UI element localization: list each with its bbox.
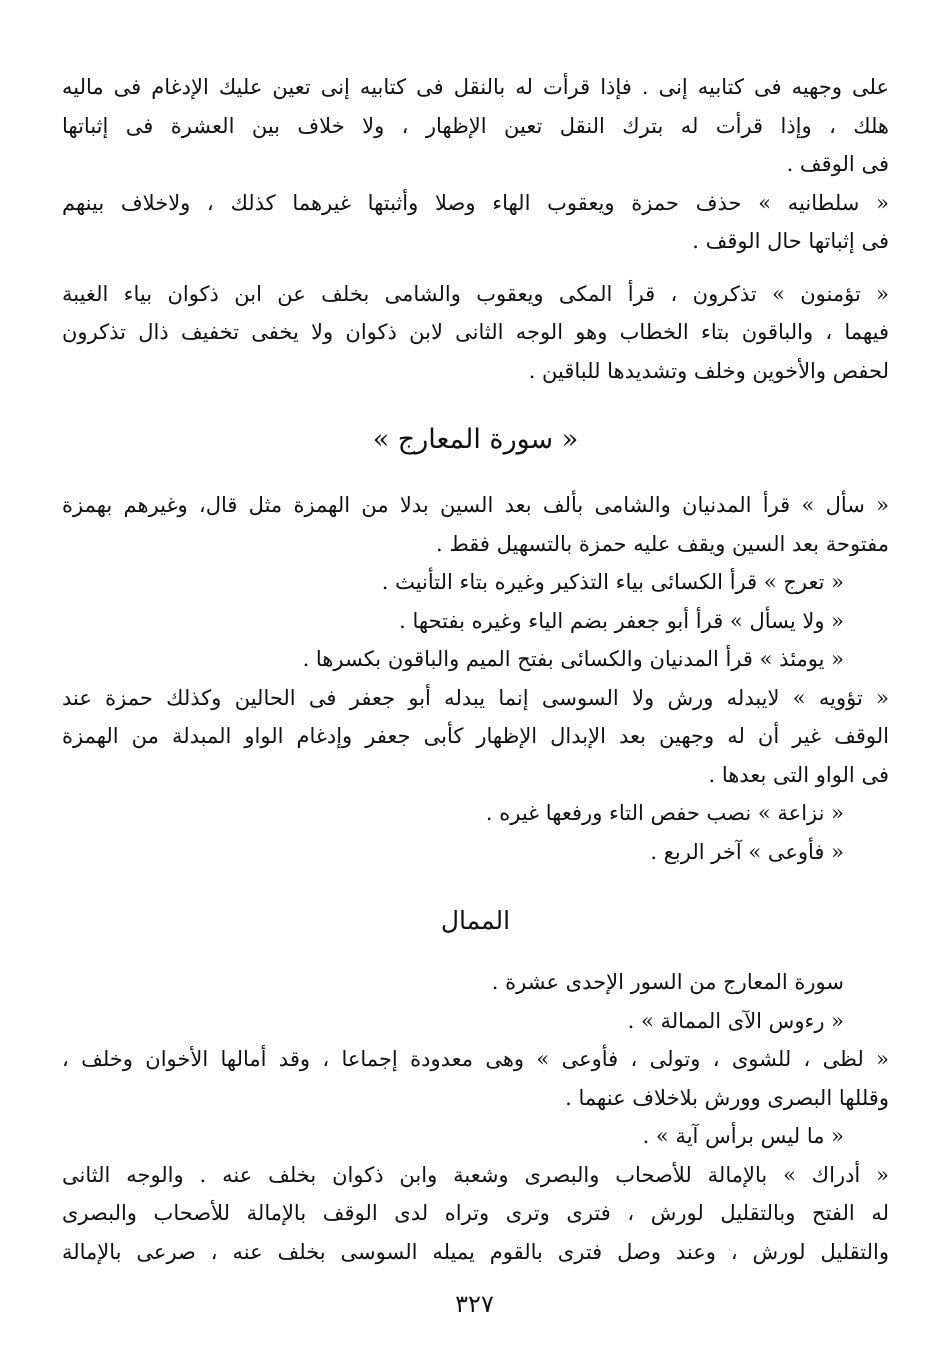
text-line: على وجهيه فى كتابيه إنى . فإذا قرأت له بالنقل فى كتابيه إنى تعين عليك الإدغام فى ماليه bbox=[62, 75, 889, 99]
text-line: هلك ، وإذا قرأت له بترك النقل تعين الإظهار ، ولا خلاف بين العشرة فى إثباتها bbox=[62, 113, 889, 138]
surah-title: « سورة المعارج » bbox=[372, 424, 579, 455]
paragraph-tuminun bbox=[62, 275, 889, 391]
entry-yasal: « ولا يسأل » قرأ أبو جعفر بضم الياء وغيره بفتحها . bbox=[399, 608, 844, 633]
entry-yawmaidh: « يومئذ » قرأ المدنيان والكسائى بفتح الميم والباقون بكسرها . bbox=[302, 647, 844, 671]
text-line: « سلطانيه » حذف حمزة ويعقوب الهاء وصلا وأثبتها غيرهما كذلك ، ولاخلاف بينهم bbox=[62, 190, 889, 215]
text-line: له الفتح وبالتقليل لورش ، فترى وترى وتراه لدى الوقف بالإمالة للأصحاب والبصرى bbox=[62, 1201, 889, 1225]
text-line: « سأل » قرأ المدنيان والشامى بألف بعد السين بدلا من الهمزة مثل قال، وغيرهم بهمزة bbox=[62, 493, 889, 517]
text-line: فيهما ، والباقون بتاء الخطاب وهو الوجه الثانى لابن ذكوان ولا يخفى تخفيف ذال تذكرون bbox=[62, 320, 889, 344]
section-title: الممال bbox=[440, 906, 511, 935]
text-line: فى الوقف . bbox=[786, 152, 889, 176]
text-line: « تؤمنون » تذكرون ، قرأ المكى ويعقوب والشامى بخلف عن ابن ذكوان بياء الغيبة bbox=[62, 281, 889, 306]
text-line: « تؤويه » لايبدله ورش ولا السوسى إنما يبدله أبو جعفر فى الحالين وكذلك حمزة عند bbox=[62, 685, 889, 710]
text-line: فى إثباتها حال الوقف . bbox=[692, 229, 889, 253]
entry-ruus: « رءوس الآى الممالة » . bbox=[627, 1008, 844, 1033]
entry-faawaa: « فأوعى » آخر الربع . bbox=[650, 839, 844, 864]
text-line: « أدراك » بالإمالة للأصحاب والبصرى وشعبة وابن ذكوان بخلف عنه . والوجه الثانى bbox=[62, 1162, 889, 1187]
entry-taruj: « تعرج » قرأ الكسائى بياء التذكير وغيره بتاء التأنيث . bbox=[381, 570, 844, 594]
entry-nazzaah: « نزاعة » نصب حفص التاء ورفعها غيره . bbox=[485, 801, 844, 825]
paragraph-saala bbox=[62, 486, 889, 563]
paragraph-lazaa bbox=[62, 1040, 889, 1117]
text-line: لحفص والأخوين وخلف وتشديدها للباقين . bbox=[528, 358, 889, 383]
text-line: « لظى ، للشوى ، وتولى ، فأوعى » وهى معدودة إجماعا ، وقد أمالها الأخوان وخلف ، bbox=[62, 1047, 889, 1071]
paragraph-kitabiyah bbox=[62, 68, 889, 184]
page-number: ٣٢٧ bbox=[455, 1290, 494, 1318]
paragraph-adraka bbox=[62, 1156, 889, 1272]
entry-surah-count: سورة المعارج من السور الإحدى عشرة . bbox=[491, 970, 844, 994]
text-line: الوقف غير أن له وجهين بعد الإبدال الإظهار كأبى جعفر وإدغام الواو المبدلة من الهمزة bbox=[62, 724, 889, 748]
entry-ma-laysa: « ما ليس برأس آية » . bbox=[642, 1124, 844, 1148]
text-line: والتقليل لورش ، وعند وصل فترى بالقوم يميله السوسى بخلف عنه ، صرعى بالإمالة bbox=[62, 1239, 889, 1264]
text-line: مفتوحة بعد السين ويقف عليه حمزة بالتسهيل فقط . bbox=[435, 531, 889, 556]
paragraph-sultaniyah bbox=[62, 184, 889, 261]
text-line: وقللها البصرى وورش بلاخلاف عنهما . bbox=[565, 1085, 889, 1110]
paragraph-tuwih bbox=[62, 679, 889, 795]
text-line: فى الواو التى بعدها . bbox=[708, 762, 889, 787]
